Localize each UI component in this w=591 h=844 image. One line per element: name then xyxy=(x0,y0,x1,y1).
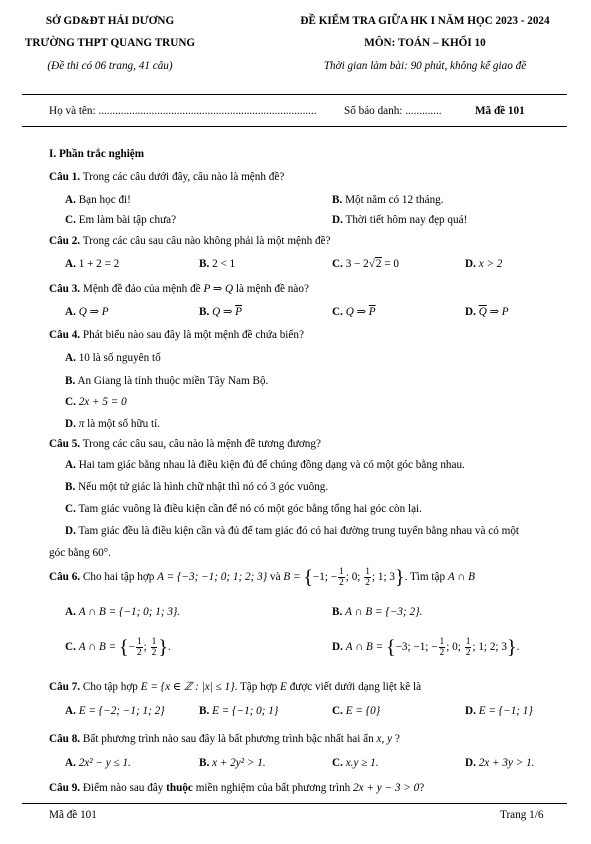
q6-option-a[interactable]: A. A ∩ B = {−1; 0; 1; 3}. xyxy=(65,606,181,618)
q2-option-d[interactable]: D. x > 2 xyxy=(465,258,503,270)
school-name: TRƯỜNG THPT QUANG TRUNG xyxy=(24,37,196,49)
q4-option-b[interactable]: B. An Giang là tỉnh thuộc miền Tây Nam Bộ. xyxy=(65,375,269,387)
q7-option-c[interactable]: C. E = {0} xyxy=(332,705,381,717)
q2-option-a[interactable]: A. 1 + 2 = 2 xyxy=(65,258,120,270)
q5-option-d[interactable]: D. Tam giác đều là điều kiện cần và đủ để tam giác đó có hai đường trung tuyến bằng nhau và có một xyxy=(65,525,520,537)
exam-code: Mã đề 101 xyxy=(475,105,525,117)
q1-option-d[interactable]: D. Thời tiết hôm nay đẹp quá! xyxy=(332,214,468,226)
question-2: Câu 2. Trong các câu sau câu nào không phải là một mệnh đề? xyxy=(49,235,331,247)
q7-option-b[interactable]: B. E = {−1; 0; 1} xyxy=(199,705,279,717)
q7-option-a[interactable]: A. E = {−2; −1; 1; 2} xyxy=(65,705,165,717)
q6-option-d[interactable]: D. A ∩ B = {−3; −1; − $\frac{1}{2}$ ; 0; $\frac{1}{2}$ ; 1; 2; 3}. xyxy=(332,636,520,659)
q1-option-a[interactable]: A. Bạn học đi! xyxy=(65,194,131,206)
exam-title: ĐỀ KIỂM TRA GIỮA HK I NĂM HỌC 2023 - 2024 xyxy=(300,15,550,27)
subject: MÔN: TOÁN – KHỐI 10 xyxy=(364,37,486,49)
section-title: I. Phần trắc nghiệm xyxy=(49,148,145,160)
q8-option-d[interactable]: D. 2x + 3y > 1. xyxy=(465,757,535,769)
q5-option-c[interactable]: C. Tam giác vuông là điều kiện cần để nó có một góc bằng tổng hai góc còn lại. xyxy=(65,503,422,515)
q3-option-d[interactable]: D. $\overline{Q}$ ⇒ P xyxy=(465,306,509,318)
question-9: Câu 9. Điểm nào sau đây thuộc miền nghiệm của bất phương trình 2x + y − 3 > 0? xyxy=(49,782,425,794)
q5-option-b[interactable]: B. Nếu một tứ giác là hình chữ nhật thì nó có 3 góc vuông. xyxy=(65,481,329,493)
q8-option-b[interactable]: B. x + 2y² > 1. xyxy=(199,757,266,769)
q3-option-c[interactable]: C. Q ⇒ $\overline{P}$ xyxy=(332,306,376,318)
question-1: Câu 1. Trong các câu dưới đây, câu nào là mệnh đề? xyxy=(49,171,285,183)
q5-option-d-cont: góc bằng 60°. xyxy=(49,547,111,559)
q4-option-d[interactable]: D. π là một số hữu tỉ. xyxy=(65,418,160,430)
q6-option-c[interactable]: C. A ∩ B = {− $\frac{1}{2}$ ; $\frac{1}{2}$ }. xyxy=(65,636,171,659)
q1-option-b[interactable]: B. Một năm có 12 tháng. xyxy=(332,194,444,206)
divider xyxy=(22,126,567,127)
q1-option-c[interactable]: C. Em làm bài tập chưa? xyxy=(65,214,177,226)
q4-option-a[interactable]: A. 10 là số nguyên tố xyxy=(65,352,161,364)
q2-option-c[interactable]: C. 3 − 2√2 = 0 xyxy=(332,258,400,270)
q2-option-b[interactable]: B. 2 < 1 xyxy=(199,258,236,270)
q8-option-a[interactable]: A. 2x² − y ≤ 1. xyxy=(65,757,131,769)
question-4: Câu 4. Phát biểu nào sau đây là một mệnh đề chứa biến? xyxy=(49,329,304,341)
q3-option-a[interactable]: A. Q ⇒ P xyxy=(65,306,109,318)
dept-name: SỞ GD&ĐT HẢI DƯƠNG xyxy=(45,15,175,27)
pages-note: (Đề thi có 06 trang, 41 câu) xyxy=(47,60,173,72)
q3-option-b[interactable]: B. Q ⇒ $\overline{P}$ xyxy=(199,306,242,318)
question-5: Câu 5. Trong các câu sau, câu nào là mệnh đề tương đương? xyxy=(49,438,321,450)
time-note: Thời gian làm bài: 90 phút, không kể giao đề xyxy=(323,60,527,72)
question-3: Câu 3. Mệnh đề đảo của mệnh đề P ⇒ Q là mệnh đề nào? xyxy=(49,283,309,295)
question-8: Câu 8. Bất phương trình nào sau đây là bất phương trình bậc nhất hai ẩn x, y ? xyxy=(49,733,400,745)
question-6: Câu 6. Cho hai tập hợp A = {−3; −1; 0; 1; 2; 3} và B = {−1; − $\frac{1}{2}$ ; 0; $\frac{1}{2}$ ; 1; 3}. Tìm tập A ∩ B xyxy=(49,566,475,589)
q6-option-b[interactable]: B. A ∩ B = {−3; 2}. xyxy=(332,606,423,618)
id-field: Số báo danh: ............. xyxy=(344,105,442,117)
q7-option-d[interactable]: D. E = {−1; 1} xyxy=(465,705,533,717)
footer-divider xyxy=(22,803,567,804)
footer-page: Trang 1/6 xyxy=(500,809,544,821)
question-7: Câu 7. Cho tập hợp E = {x ∈ ℤ : |x| ≤ 1}. Tập hợp E được viết dưới dạng liệt kê là xyxy=(49,681,422,693)
q5-option-a[interactable]: A. Hai tam giác bằng nhau là điều kiện đủ để chúng đồng dạng và có một góc bằng nhau. xyxy=(65,459,465,471)
footer-code: Mã đề 101 xyxy=(49,809,97,821)
q4-option-c[interactable]: C. 2x + 5 = 0 xyxy=(65,396,127,408)
name-field: Họ và tên: .............................................................................. xyxy=(49,105,317,117)
q8-option-c[interactable]: C. x.y ≥ 1. xyxy=(332,757,379,769)
divider xyxy=(22,94,567,95)
